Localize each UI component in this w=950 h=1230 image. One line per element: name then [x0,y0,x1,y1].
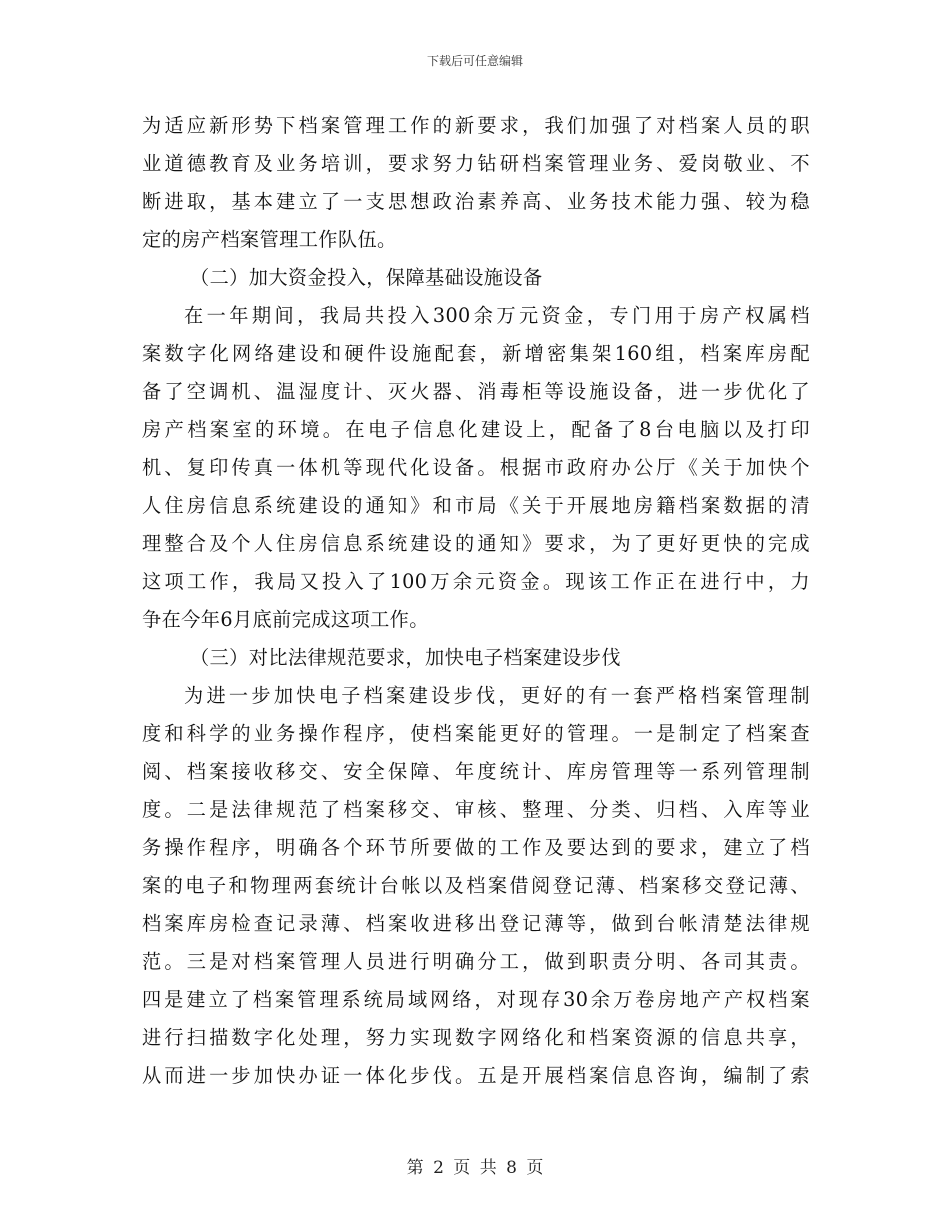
body-line: 四是建立了档案管理系统局域网络，对现存30余万卷房地产产权档案 [142,988,810,1011]
body-line: 机、复印传真一体机等现代化设备。根据市政府办公厅《关于加快个 [142,456,810,479]
body-line: 争在今年6月底前完成这项工作。 [142,608,429,631]
body-line: 度和科学的业务操作程序，使档案能更好的管理。一是制定了档案查 [142,722,810,745]
page-header-note: 下载后可任意编辑 [426,54,523,68]
body-line: 理整合及个人住房信息系统建设的通知》要求，为了更好更快的完成 [142,532,810,555]
body-line: 为进一步加快电子档案建设步伐，更好的有一套严格档案管理制 [184,684,810,707]
body-line: 进行扫描数字化处理，努力实现数字网络化和档案资源的信息共享， [142,1026,810,1049]
body-line: 为适应新形势下档案管理工作的新要求，我们加强了对档案人员的职 [142,114,810,137]
body-line: 务操作程序，明确各个环节所要做的工作及要达到的要求，建立了档 [142,836,810,859]
body-line: 阅、档案接收移交、安全保障、年度统计、库房管理等一系列管理制 [142,760,810,783]
body-line: 从而进一步加快办证一体化步伐。五是开展档案信息咨询，编制了索 [142,1064,810,1087]
body-line: 案的电子和物理两套统计台帐以及档案借阅登记薄、档案移交登记薄、 [142,874,810,897]
body-line: 度。二是法律规范了档案移交、审核、整理、分类、归档、入库等业 [142,798,810,821]
body-line: 房产档案室的环境。在电子信息化建设上，配备了8台电脑以及打印 [142,418,810,441]
section-heading-3: （三）对比法律规范要求，加快电子档案建设步伐 [190,646,621,669]
body-line: 范。三是对档案管理人员进行明确分工，做到职责分明、各司其责。 [142,950,810,973]
section-heading-2: （二）加大资金投入，保障基础设施设备 [190,266,543,289]
body-line: 备了空调机、温湿度计、灭火器、消毒柜等设施设备，进一步优化了 [142,380,810,403]
body-line: 断进取，基本建立了一支思想政治素养高、业务技术能力强、较为稳 [142,190,810,213]
page-number-footer: 第 2 页 共 8 页 [406,1158,544,1178]
body-line: 这项工作，我局又投入了100万余元资金。现该工作正在进行中，力 [142,570,810,593]
body-line: 人住房信息系统建设的通知》和市局《关于开展地房籍档案数据的清 [142,494,810,517]
body-line: 定的房产档案管理工作队伍。 [142,228,397,251]
body-line: 案数字化网络建设和硬件设施配套，新增密集架160组，档案库房配 [142,342,810,365]
body-line: 业道德教育及业务培训，要求努力钻研档案管理业务、爱岗敬业、不 [142,152,810,175]
document-body [142,107,810,1095]
body-line: 档案库房检查记录薄、档案收进移出登记薄等，做到台帐清楚法律规 [142,912,810,935]
body-line: 在一年期间，我局共投入300余万元资金，专门用于房产权属档 [184,304,810,327]
